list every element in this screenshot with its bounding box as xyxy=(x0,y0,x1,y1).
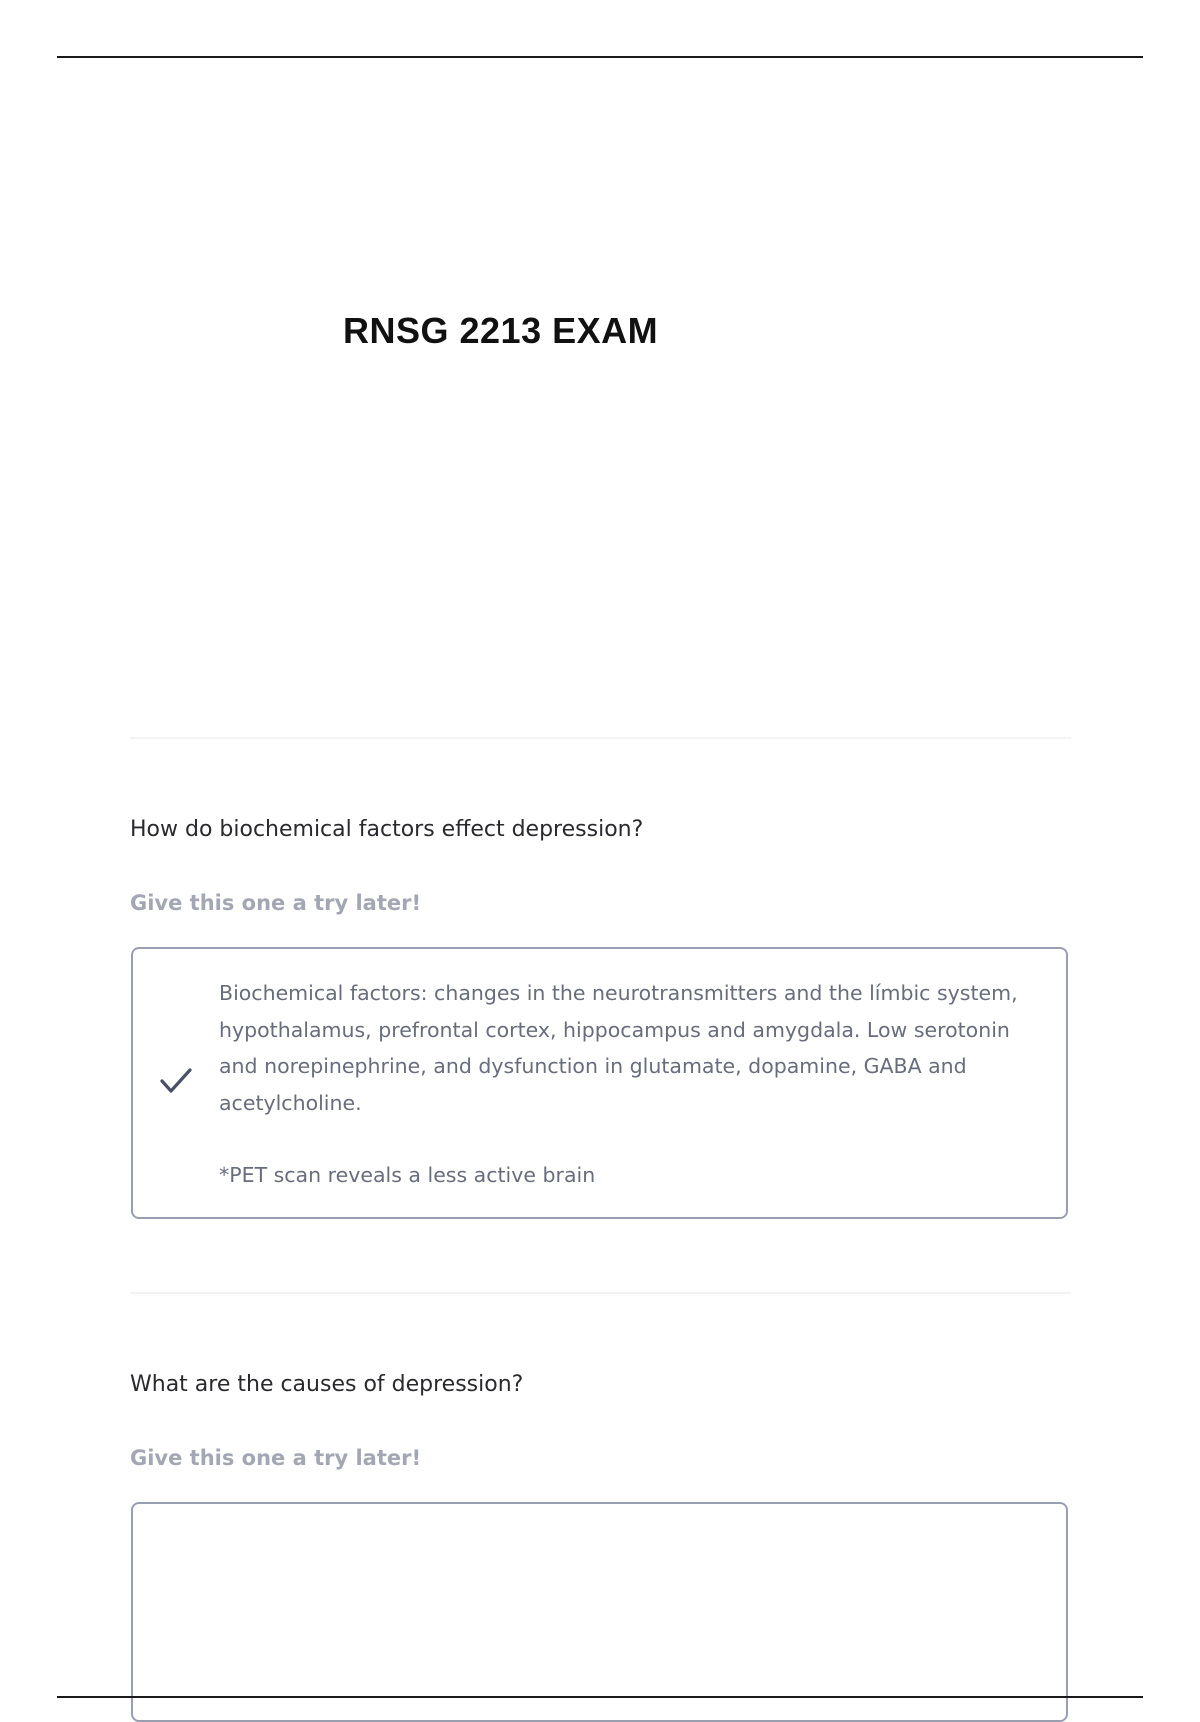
answer-note: *PET scan reveals a less active brain xyxy=(219,1163,596,1187)
checkmark-icon xyxy=(159,1067,193,1095)
page-top-rule xyxy=(57,56,1143,58)
try-later-link[interactable]: Give this one a try later! xyxy=(130,1446,422,1470)
answer-paragraph: Biochemical factors: changes in the neurotransmitters and the límbic system, hypothalamus, prefrontal cortex, hippocampus and amygdala. Low serotonin and norepinephrine, and dysfunction in glutamate, dopamine, GABA and acetylcholine. xyxy=(219,981,1018,1115)
page-bottom-rule xyxy=(57,1696,1143,1698)
card-divider xyxy=(130,1292,1071,1294)
question-text: What are the causes of depression? xyxy=(130,1372,524,1397)
card-divider xyxy=(130,737,1071,739)
answer-card xyxy=(131,947,1068,1219)
try-later-link[interactable]: Give this one a try later! xyxy=(130,891,422,915)
document-title: RNSG 2213 EXAM xyxy=(343,310,659,351)
answer-card xyxy=(131,1502,1068,1722)
answer-text xyxy=(219,975,1049,1194)
question-text: How do biochemical factors effect depression? xyxy=(130,817,644,842)
